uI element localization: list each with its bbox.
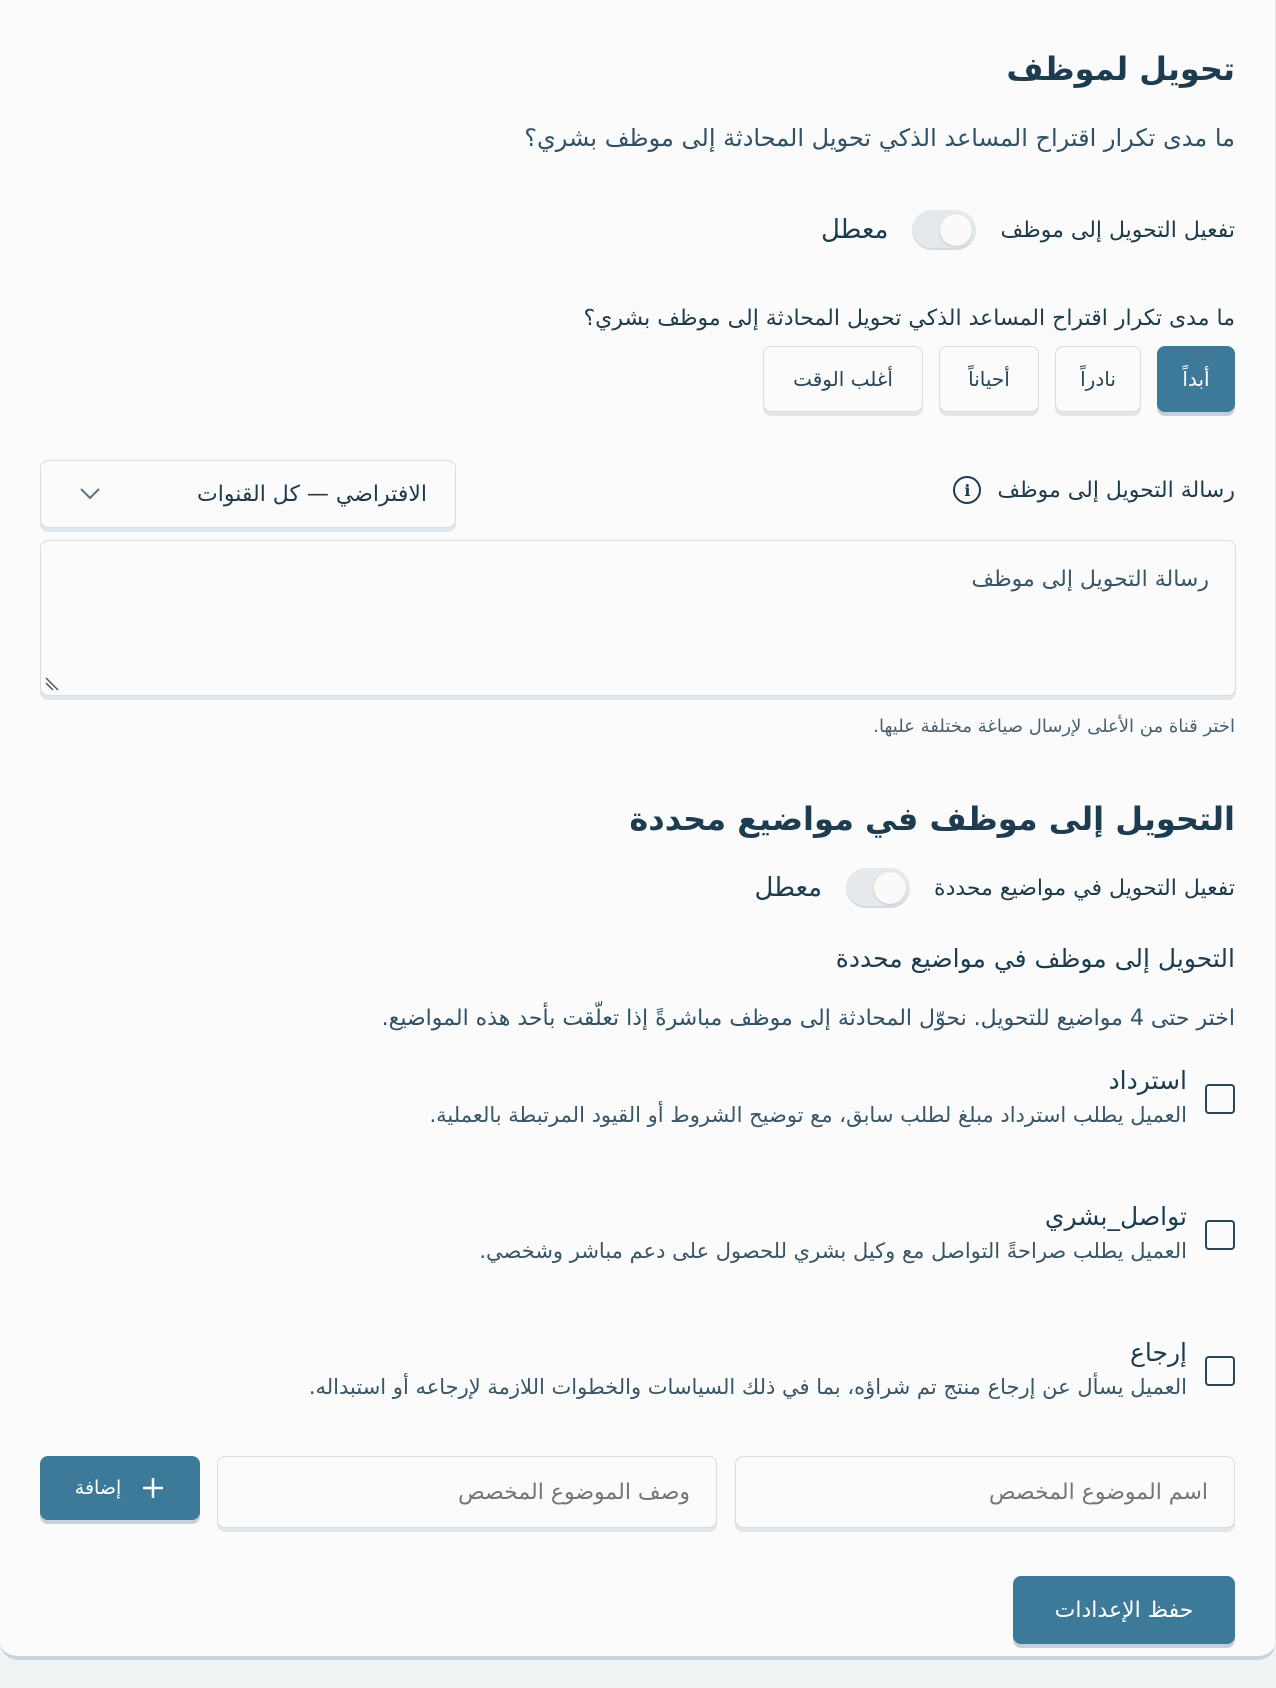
frequency-question: ما مدى تكرار اقتراح المساعد الذكي تحويل المحادثة إلى موظف بشري؟ xyxy=(583,306,1235,331)
topics-toggle-state: معطل xyxy=(754,873,823,903)
topics-description: اختر حتى 4 مواضيع للتحويل. نحوّل المحادثة إلى موظف مباشرةً إذا تعلّقت بأحد هذه المواضيع. xyxy=(381,1006,1235,1031)
channel-select[interactable] xyxy=(40,460,456,528)
topic-item-return xyxy=(39,1338,1235,1399)
handoff-toggle-label: تفعيل التحويل إلى موظف xyxy=(1000,217,1235,243)
handoff-toggle[interactable] xyxy=(912,210,976,250)
handoff-message-value: رسالة التحويل إلى موظف xyxy=(971,567,1209,592)
topics-subtitle: التحويل إلى موظف في مواضيع محددة xyxy=(835,944,1235,973)
topic-text xyxy=(309,1338,1187,1399)
topic-item-human-contact xyxy=(39,1202,1235,1263)
add-topic-label: إضافة xyxy=(74,1477,122,1499)
add-topic-button[interactable] xyxy=(40,1456,200,1520)
topic-text xyxy=(429,1066,1187,1127)
topic-text xyxy=(479,1202,1187,1263)
topic-checkbox-human-contact[interactable] xyxy=(1205,1220,1235,1250)
frequency-option-most[interactable]: أغلب الوقت xyxy=(763,346,923,412)
save-settings-button[interactable]: حفظ الإعدادات xyxy=(1013,1576,1235,1644)
info-icon[interactable]: i xyxy=(953,476,981,504)
topics-toggle[interactable] xyxy=(846,868,910,908)
page-subtitle: ما مدى تكرار اقتراح المساعد الذكي تحويل المحادثة إلى موظف بشري؟ xyxy=(524,124,1235,152)
topic-name: تواصل_بشري xyxy=(1044,1202,1187,1231)
topics-toggle-row xyxy=(755,868,1235,908)
topic-description: العميل يطلب استرداد مبلغ لطلب سابق، مع توضيح الشروط أو القيود المرتبطة بالعملية. xyxy=(429,1103,1187,1127)
handoff-toggle-state: معطل xyxy=(820,215,889,245)
frequency-segmented-control xyxy=(763,346,1235,412)
topic-checkbox-return[interactable] xyxy=(1205,1356,1235,1386)
toggle-knob xyxy=(874,872,906,904)
topic-checkbox-refund[interactable] xyxy=(1205,1084,1235,1114)
channel-hint: اختر قناة من الأعلى لإرسال صياغة مختلفة عليها. xyxy=(873,716,1235,737)
topic-name: إرجاع xyxy=(1129,1338,1187,1367)
custom-topic-description-input[interactable] xyxy=(217,1456,717,1528)
frequency-option-rarely[interactable]: نادراً xyxy=(1055,346,1141,412)
topic-name: استرداد xyxy=(1108,1066,1187,1095)
frequency-option-sometimes[interactable]: أحياناً xyxy=(939,346,1039,412)
topic-description: العميل يطلب صراحةً التواصل مع وكيل بشري للحصول على دعم مباشر وشخصي. xyxy=(479,1239,1187,1263)
topics-section-title: التحويل إلى موظف في مواضيع محددة xyxy=(629,800,1235,838)
handoff-message-textarea[interactable] xyxy=(40,540,1236,696)
resize-handle-icon[interactable] xyxy=(45,677,59,691)
handoff-toggle-row xyxy=(821,210,1235,250)
topic-description: العميل يسأل عن إرجاع منتج تم شراؤه، بما في ذلك السياسات والخطوات اللازمة لإرجاعه أو استبداله. xyxy=(308,1375,1187,1399)
channel-select-value: الافتراضي — كل القنوات xyxy=(197,481,427,507)
plus-icon xyxy=(141,1476,165,1500)
topic-item-refund xyxy=(39,1066,1235,1127)
chevron-down-icon xyxy=(79,487,101,501)
custom-topic-name-input[interactable] xyxy=(735,1456,1235,1528)
toggle-knob xyxy=(940,214,972,246)
message-label: رسالة التحويل إلى موظف xyxy=(997,477,1235,503)
topics-toggle-label: تفعيل التحويل في مواضيع محددة xyxy=(934,875,1235,901)
frequency-option-never[interactable]: أبداً xyxy=(1157,346,1235,412)
page-title: تحويل لموظف xyxy=(1006,50,1235,88)
message-label-row xyxy=(953,476,1235,504)
